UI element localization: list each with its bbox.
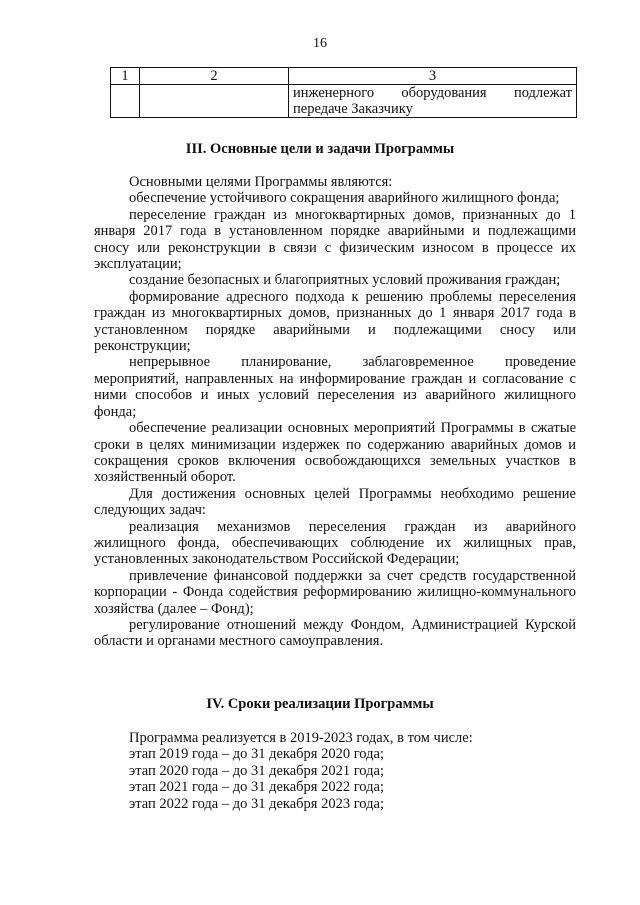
goal-item: формирование адресного подхода к решению проблемы переселения граждан из многоквартирных домов, признанных до 1 января 2017 года в установленном порядке аварийными и подлежащими сносу или реконструкции; <box>94 288 576 355</box>
table-cell-line: инженерного оборудования подлежат <box>293 85 572 101</box>
table-header-cell: 3 <box>289 68 577 85</box>
goal-item: обеспечение реализации основных мероприятий Программы в сжатые сроки в целях минимизации издержек по содержанию аварийных домов и сокращения сроков включения освобождающихся земельных участков в хозяйственный оборот. <box>94 420 576 486</box>
task-item: привлечение финансовой поддержки за счет средств государственной корпорации - Фонда содействия реформированию жилищно-коммунального хозяйства (далее – Фонд); <box>94 567 576 617</box>
table-cell <box>289 85 577 118</box>
tasks-intro: Для достижения основных целей Программы необходимо решение следующих задач: <box>94 485 576 519</box>
section-4-title: IV. Сроки реализации Программы <box>206 696 434 712</box>
table-cell <box>111 85 140 118</box>
section-4-body <box>94 730 576 812</box>
timeline-intro: Программа реализуется в 2019-2023 годах, в том числе: <box>129 730 473 746</box>
page-number: 16 <box>313 36 327 51</box>
table-header-cell: 2 <box>140 68 289 85</box>
goal-item: создание безопасных и благоприятных условий проживания граждан; <box>129 272 561 289</box>
continuation-table <box>110 67 577 118</box>
table-cell <box>140 85 289 118</box>
goal-item: непрерывное планирование, заблаговременное проведение мероприятий, направленных на информирование граждан и согласование с ними способов и иных условий переселения из аварийного жилищного фонда; <box>94 354 576 420</box>
section-3-body <box>94 174 576 650</box>
goals-intro: Основными целями Программы являются: <box>129 174 393 190</box>
table-header-cell: 1 <box>111 68 140 85</box>
task-item: реализация механизмов переселения граждан из аварийного жилищного фонда, обеспечивающих соблюдение их жилищных прав, установленных законодательством Российской Федерации; <box>94 518 576 568</box>
table-cell-line: передаче Заказчику <box>293 101 413 117</box>
table-header-row <box>111 68 577 85</box>
stage-item: этап 2019 года – до 31 декабря 2020 года; <box>129 746 384 763</box>
goal-item: обеспечение устойчивого сокращения аварийного жилищного фонда; <box>129 190 560 207</box>
goal-item: переселение граждан из многоквартирных домов, признанных до 1 января 2017 года в установленном порядке аварийными и подлежащими сносу или реконструкции в связи с физическим износом в процессе их эксплуатации; <box>94 206 576 273</box>
stage-item: этап 2022 года – до 31 декабря 2023 года; <box>129 795 384 812</box>
task-item: регулирование отношений между Фондом, Администрацией Курской области и органами местного самоуправления. <box>94 616 576 650</box>
table-row <box>111 85 577 118</box>
stage-item: этап 2020 года – до 31 декабря 2021 года; <box>129 762 384 779</box>
stage-item: этап 2021 года – до 31 декабря 2022 года; <box>129 779 384 796</box>
section-3-title: III. Основные цели и задачи Программы <box>185 141 455 157</box>
